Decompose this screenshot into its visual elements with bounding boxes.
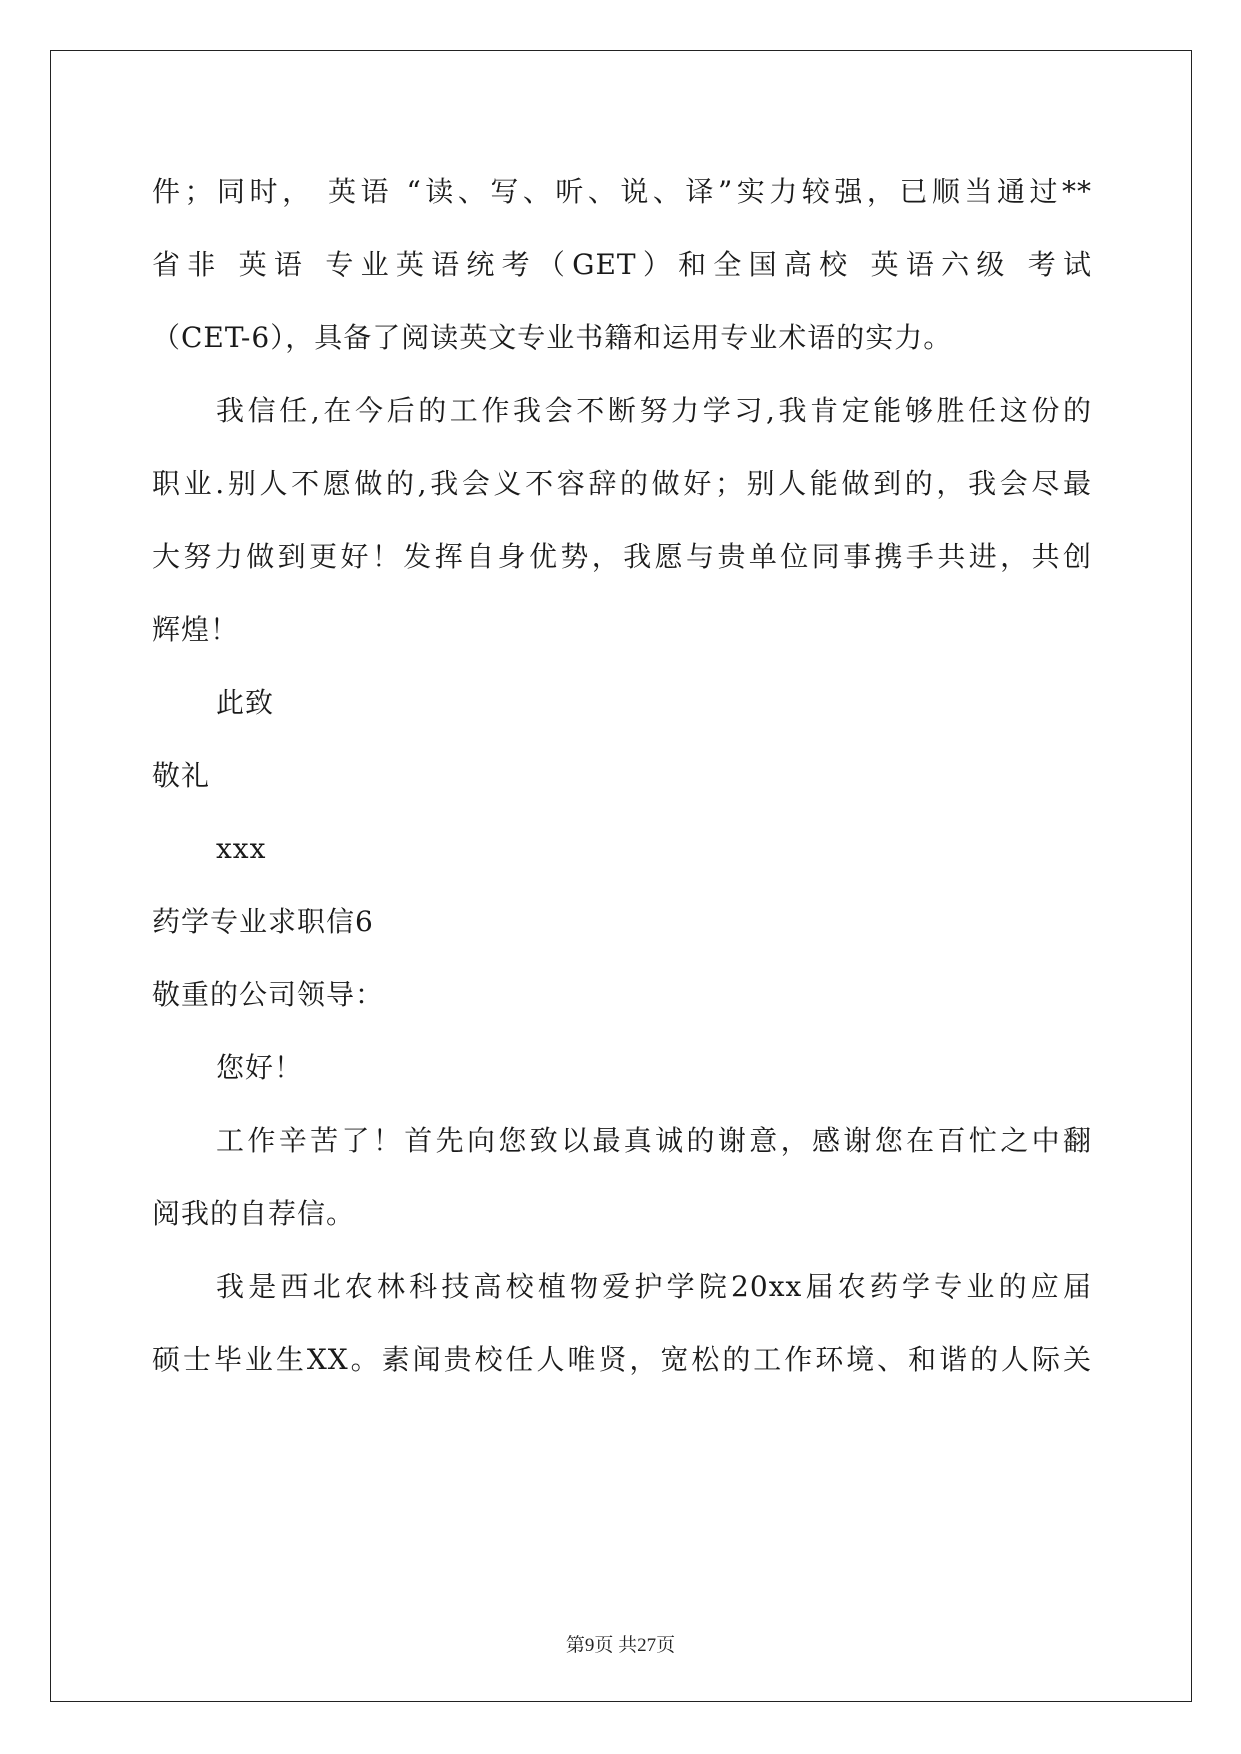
closing-salutation: 此致 [216,686,275,719]
text-line: 辉煌！ [152,613,240,646]
section-title: 药学专业求职信6 [152,905,374,938]
signature-name: xxx [216,832,267,865]
paragraph-first-line: 我是西北农林科技高校植物爱护学院20xx届农药学专业的应届 [216,1270,1092,1303]
page-border [50,50,1192,1702]
paragraph-first-line: 工作辛苦了！首先向您致以最真诚的谢意，感谢您在百忙之中翻 [216,1124,1092,1157]
letter-hello: 您好！ [216,1051,304,1084]
page-number-footer: 第9页 共27页 [565,1635,676,1656]
text-line: 阅我的自荐信。 [152,1197,356,1230]
text-line: 大努力做到更好！发挥自身优势，我愿与贵单位同事携手共进，共创 [152,540,1092,573]
closing-respect: 敬礼 [152,759,211,792]
text-line: 职业.别人不愿做的,我会义不容辞的做好；别人能做到的，我会尽最 [152,467,1092,500]
paragraph-first-line: 我信任,在今后的工作我会不断努力学习,我肯定能够胜任这份的 [216,394,1092,427]
text-line: （CET-6），具备了阅读英文专业书籍和运用专业术语的实力。 [152,321,953,354]
text-line: 硕士毕业生XX。素闻贵校任人唯贤，宽松的工作环境、和谐的人际关 [152,1343,1092,1376]
text-line: 省非 英语 专业英语统考（GET）和全国高校 英语六级 考试 [152,248,1092,281]
letter-greeting: 敬重的公司领导： [152,978,385,1011]
text-line: 件；同时， 英语 “读、写、听、说、译”实力较强，已顺当通过** [152,175,1092,208]
